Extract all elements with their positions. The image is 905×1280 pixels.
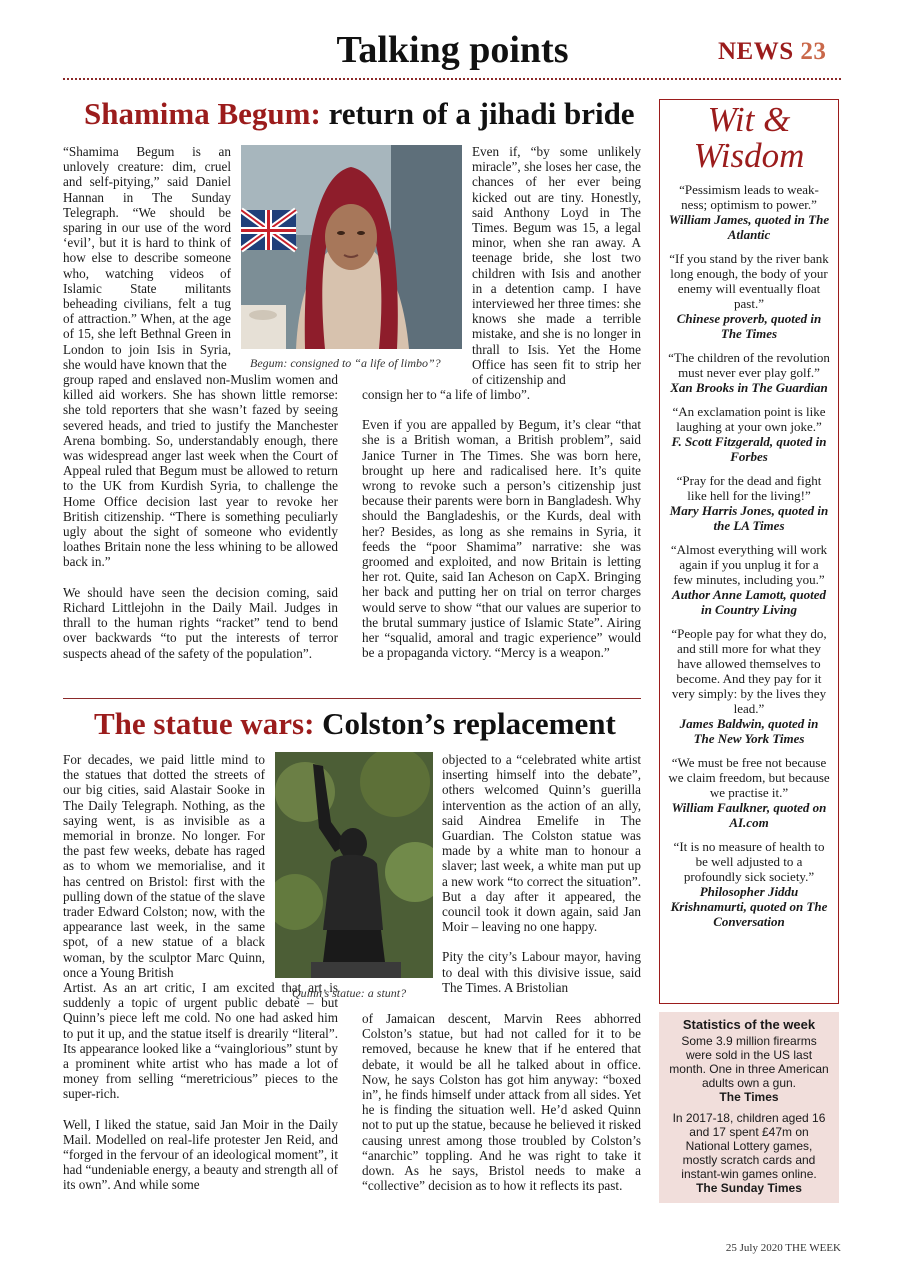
issue-date: 25 July 2020 bbox=[725, 1242, 783, 1254]
article2-headline-red: The statue wars: bbox=[94, 706, 315, 741]
quote-item bbox=[668, 542, 830, 617]
article2-col1-lead bbox=[63, 752, 338, 980]
article2-headline bbox=[94, 706, 616, 742]
quote-item bbox=[668, 251, 830, 341]
quote-list bbox=[668, 182, 830, 938]
quote-item bbox=[668, 626, 830, 746]
quote-attribution: Philosopher Jiddu Krishnamurti, quoted on The Conversation bbox=[670, 884, 828, 929]
statistics-box bbox=[659, 1012, 839, 1203]
article2-column2-top bbox=[442, 752, 641, 995]
article1-column2-top: Even if, “by some unlikely miracle”, she loses her case, the chances of her ever being kicked out are tiny. Honestly, said Anthony Loyd in The Times. Begum was 15, a legal minor, when she ran away. A teenage bride, she lost two children with Isis and another in a detention camp. I have interviewed her three times: she knows she made a terrible mistake, and she is no longer in thrall to Isis. Yet the Home Office has seen fit to strip her of citizenship and bbox=[472, 144, 641, 388]
wit-and-wisdom-box bbox=[659, 99, 839, 1004]
article2-headline-rest: Colston’s replacement bbox=[314, 706, 616, 741]
statistic-source: The Sunday Times bbox=[696, 1181, 802, 1195]
quote-attribution: William James, quoted in The Atlantic bbox=[668, 212, 830, 242]
wit-title-line1: Wit & bbox=[707, 100, 791, 139]
article1-headline bbox=[84, 96, 635, 132]
quote-text: “It is no measure of health to be well adjusted to a profoundly sick society.” bbox=[673, 839, 825, 884]
quote-attribution: F. Scott Fitzgerald, quoted in Forbes bbox=[671, 434, 827, 464]
quote-item bbox=[668, 404, 830, 464]
article1-col1-para1: group raped and enslaved non-Muslim women and killed aid workers. She has shown little remorse: she told reporters that she wasn’t fazed by seeing severed heads, and tried to justify the Manchester Arena bombing. So, understandably enough, there was widespread anger last week when the Court of Appeal ruled that Begum must be allowed to return to the UK from Kurdish Syria, to challenge the Home Office decision last year to revoke her British citizenship. “There is something peculiarly ugly about the sight of someone who evidently loathes Britain none the less whining to be allowed back in.” bbox=[63, 372, 338, 570]
header-divider bbox=[63, 78, 841, 80]
quote-attribution: Mary Harris Jones, quoted in the LA Times bbox=[669, 503, 829, 533]
quote-item bbox=[668, 182, 830, 242]
quote-text: “Pray for the dead and fight like hell for the living!” bbox=[676, 473, 822, 503]
page-footer bbox=[726, 1242, 841, 1254]
article2-column1 bbox=[63, 752, 338, 1193]
quote-item bbox=[668, 755, 830, 830]
quote-attribution: William Faulkner, quoted on AI.com bbox=[671, 800, 827, 830]
statistic-text: Some 3.9 million firearms were sold in the US last month. One in three American adults own a gun. bbox=[669, 1034, 829, 1090]
wit-and-wisdom-title bbox=[660, 102, 838, 174]
begum-photo-caption: Begum: consigned to “a life of limbo”? bbox=[250, 356, 441, 370]
quote-text: “We must be free not because we claim freedom, but because we practise it.” bbox=[668, 755, 830, 800]
article2-col1-lead-text: For decades, we paid little mind to the statues that dotted the streets of our big cities, said Alastair Sooke in The Daily Telegraph. Nothing, as the saying went, is as invisible as a memorial in bronze. No longer. For the past few weeks, debate has raged as to whom we memorialise, and it has centred on Bristol: first with the pulling down of the statue of the slave trader Edward Colston; now, with the appearance last week, in the same spot, of a new statue of a black woman, by the sculptor Marc Quinn, once a Young British bbox=[63, 752, 265, 980]
section-name: NEWS bbox=[718, 38, 794, 65]
wit-title-line2: Wisdom bbox=[693, 136, 805, 175]
article1-col1-lead-text: “Shamima Begum is an unlovely creature: dim, cruel and self-pitying,” said Daniel Hannan in The Sunday Telegraph. “We should be sparing in our use of the word ‘evil’, but it is hard to think of how else to describe someone who, watching videos of Islamic State militants beheading civilians, felt a tug of attraction.” When, at the age of 15, she left Bethnal Green in London to join Isis in Syria, she would have known that the bbox=[63, 144, 231, 372]
quote-item bbox=[668, 350, 830, 395]
article-divider bbox=[63, 698, 641, 699]
statistic-source: The Times bbox=[719, 1090, 779, 1104]
quote-attribution: James Baldwin, quoted in The New York Times bbox=[679, 716, 819, 746]
quote-item bbox=[668, 473, 830, 533]
article1-col1-para2: We should have seen the decision coming, said Richard Littlejohn in the Daily Mail. Judges in thrall to the human rights “racket” tend to bend over backwards “to put the interests of terror suspects ahead of the safety of the population”. bbox=[63, 584, 338, 661]
article2-col2-para2: Pity the city’s Labour mayor, having to deal with this divisive issue, said The Times. A Bristolian bbox=[442, 949, 641, 995]
article2-col1-para1: Artist. As an art critic, I am excited that art is suddenly a topic of urgent public debate – but Quinn’s piece left me cold. No one had asked him to put it up, and the statue itself is drearily “literal”. Its appearance looked like a “vainglorious” stunt by a prominent white artist who has made a lot of money from selling “meretricious” pieces to the super-rich. bbox=[63, 980, 338, 1102]
quote-item bbox=[668, 839, 830, 929]
statistics-title: Statistics of the week bbox=[682, 1017, 816, 1032]
article1-column2 bbox=[362, 387, 641, 660]
quote-text: “An exclamation point is like laughing at your own joke.” bbox=[672, 404, 826, 434]
quote-attribution: Author Anne Lamott, quoted in Country Living bbox=[671, 587, 827, 617]
article1-headline-red: Shamima Begum: bbox=[84, 96, 321, 131]
quote-text: “The children of the revolution must never ever play golf.” bbox=[668, 350, 830, 380]
publication-name: THE WEEK bbox=[785, 1242, 841, 1254]
page-number: 23 bbox=[800, 38, 827, 65]
article2-col1-para2: Well, I liked the statue, said Jan Moir in the Daily Mail. Modelled on real-life protester Jen Reid, and “forged in the fervour of an ideological moment”, it had “undeniable energy, a beauty and strength all of its own”. And while some bbox=[63, 1116, 338, 1193]
article2-col2-top: objected to a “celebrated white artist inserting himself into the debate”, others welcomed Quinn’s guerilla intervention as the action of an ally, said Aindrea Emelife in The Guardian. The Colston statue was made by a white man to honour a slaver; last week, a white man put up a new work “to correct the situation”. But a day after it appeared, the council took it down again, said Jan Moir – leaving no one happy. bbox=[442, 752, 641, 935]
quote-attribution: Xan Brooks in The Guardian bbox=[670, 380, 828, 395]
page-title: Talking points bbox=[336, 29, 569, 71]
statue-photo-caption: Quinn’s statue: a stunt? bbox=[292, 986, 407, 1000]
article1-col1-lead bbox=[63, 144, 338, 372]
article1-headline-rest: return of a jihadi bride bbox=[320, 96, 635, 131]
quote-text: “Almost everything will work again if you unplug it for a few minutes, including you.” bbox=[670, 542, 828, 587]
quote-text: “Pessimism leads to weak-ness; optimism to power.” bbox=[679, 182, 819, 212]
article1-column1 bbox=[63, 144, 338, 661]
article1-col2-para2: Even if you are appalled by Begum, it’s clear “that she is a British woman, a British problem”, said Janice Turner in The Times. She was born here, brought up here and radicalised here. It’s quite wrong to revoke such a person’s citizenship just because their parents were born in Bangladesh. Why should the Bangladeshis, or the Kurds, deal with her? Besides, as long as she remains in Syria, it feeds the “poor Shamima” narrative: she was groomed and exploited, and now Britain is letting her rot. Quite, said Ian Acheson on CapX. Bringing her back and putting her on trial on terror charges would serve to show “that our values are superior to the brutal summary justice of Islamic State”. Airing her “squalid, amoral and tragic experience” would be a propaganda victory. “Mercy is a weapon.” bbox=[362, 417, 641, 661]
quote-attribution: Chinese proverb, quoted in The Times bbox=[676, 311, 822, 341]
section-label bbox=[718, 38, 826, 66]
statistic-text: In 2017-18, children aged 16 and 17 spent £47m on National Lottery games, mostly scratch cards and instant-win games online. bbox=[672, 1111, 826, 1181]
article1-col2-cont: consign her to “a life of limbo”. bbox=[362, 387, 531, 402]
article2-column2: of Jamaican descent, Marvin Rees abhorred Colston’s statue, but had not called for it to be removed, because he knew that if he entered that debate, it would be all he talked about in office. Now, he says Colston has got him anyway: “boxed in”, he finds himself under attack from all sides. Yet he is finding the situation well. He’d asked Quinn not to put up the statue, because he believed it risked causing unrest among those troubled by Colston’s “anarchic” toppling. And he was right to take it down. As he says, Bristol needs to make a “collective” decision as to how it reflects its past. bbox=[362, 1011, 641, 1194]
quote-text: “If you stand by the river bank long enough, the body of your enemy will eventually float past.” bbox=[669, 251, 829, 311]
quote-text: “People pay for what they do, and still more for what they have allowed themselves to become. And they pay for it very simply: by the lives they lead.” bbox=[671, 626, 827, 716]
